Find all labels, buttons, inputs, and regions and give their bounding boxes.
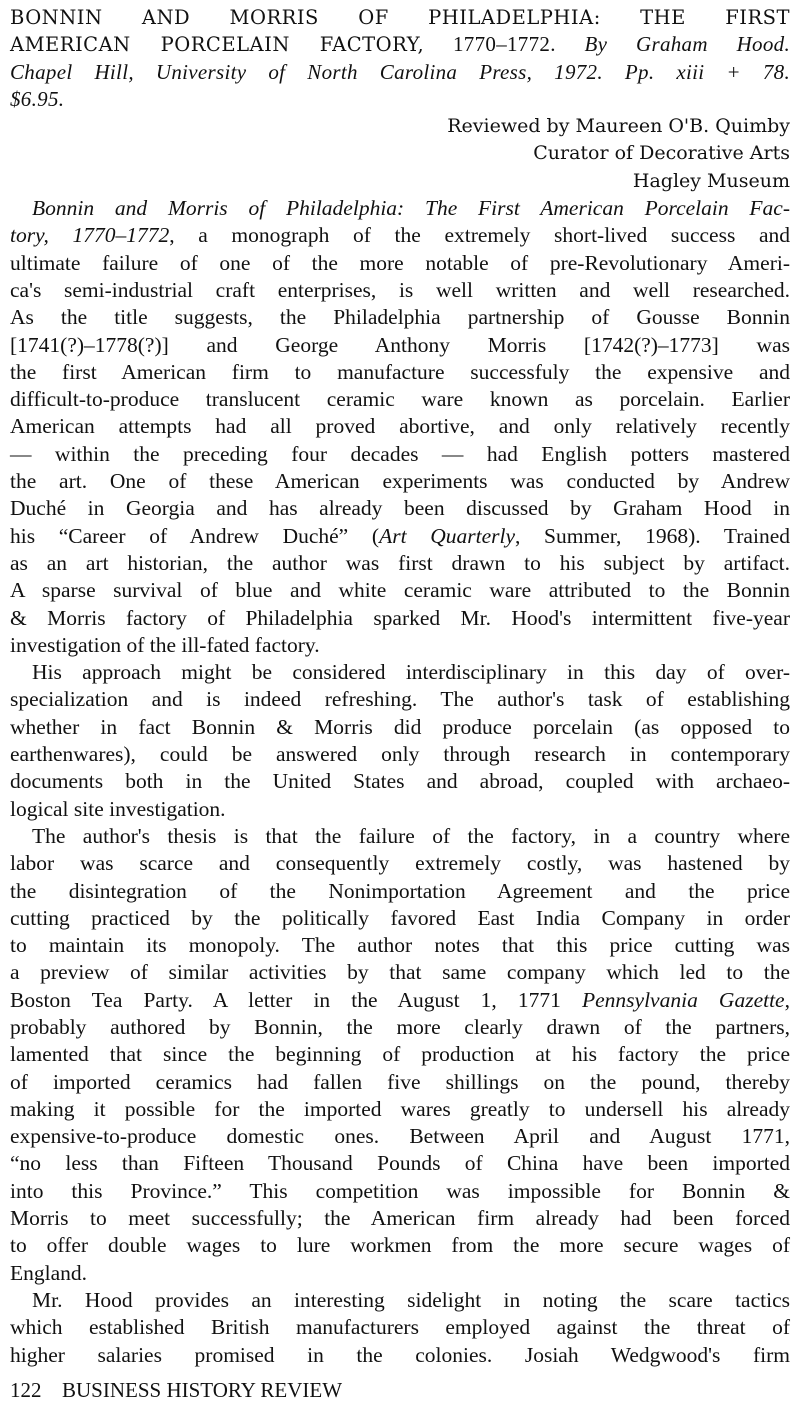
text-segment: probably authored by Bonnin, the more clearly drawn of the partners, [10, 1014, 790, 1039]
text-line [10, 441, 790, 468]
text-segment: Morris to meet successfully; the American firm already had been forced [10, 1206, 790, 1231]
text-line [10, 850, 790, 877]
text-line [10, 250, 790, 277]
text-segment: which established British manufacturers employed against the threat of [10, 1315, 790, 1340]
italic-text: Bonnin and Morris of Philadelphia: The First American Porcelain Fac- [32, 196, 790, 221]
text-segment: Mr. Hood provides an interesting sidelight in noting the scare tactics [32, 1287, 790, 1312]
text-segment: to offer double wages to lure workmen from the more secure wages of [10, 1233, 790, 1258]
text-line [10, 386, 790, 413]
text-line [10, 495, 790, 522]
text-segment: The author's thesis is that the failure of the factory, in a country where [32, 823, 790, 848]
text-segment: expensive-to-produce domestic ones. Between April and August 1771, [10, 1124, 790, 1149]
text-segment: [1741(?)–1778(?)] and George Anthony Morris [1742(?)–1773] was [10, 332, 790, 357]
text-line [10, 277, 790, 304]
text-segment: lamented that since the beginning of production at his factory the price [10, 1042, 790, 1067]
text-line [10, 632, 790, 659]
text-segment: England. [10, 1260, 88, 1285]
text-line [10, 1205, 790, 1232]
text-line [10, 222, 790, 249]
text-line [10, 768, 790, 795]
title-line [10, 59, 790, 86]
text-line [10, 1260, 790, 1287]
text-segment: & Morris factory of Philadelphia sparked Mr. Hood's intermittent five-year [10, 605, 790, 630]
text-line [10, 741, 790, 768]
paragraph [10, 659, 790, 823]
text-segment: a preview of similar activities by that same company which led to the [10, 960, 790, 985]
text-segment: American attempts had all proved abortive, and only relatively recently [10, 414, 790, 439]
text-segment: labor was scarce and consequently extremely costly, was hastened by [10, 851, 790, 876]
text-segment: logical site investigation. [10, 796, 226, 821]
text-line [10, 823, 790, 850]
review-body [10, 195, 790, 1369]
text-line [10, 1342, 790, 1369]
text-line [10, 796, 790, 823]
text-segment: the first American firm to manufacture successfuly the expensive and [10, 359, 790, 384]
text-segment: to maintain its monopoly. The author notes that this price cutting was [10, 933, 790, 958]
paragraph [10, 823, 790, 1287]
text-segment: Duché in Georgia and has already been discussed by Graham Hood in [10, 496, 790, 521]
text-segment: difficult-to-produce translucent ceramic ware known as porcelain. Earlier [10, 387, 790, 412]
text-line [10, 1096, 790, 1123]
text-segment: making it possible for the imported wares greatly to undersell his already [10, 1096, 790, 1121]
italic-text: $6.95. [10, 86, 65, 111]
text-line [10, 1314, 790, 1341]
title-line [10, 86, 790, 113]
title-line [10, 31, 790, 58]
text-segment: “no less than Fifteen Thousand Pounds of China have been imported [10, 1151, 790, 1176]
text-segment: , Summer, 1968). Trained [515, 523, 790, 548]
text-segment: ultimate failure of one of the more notable of pre-Revolutionary Ameri- [10, 250, 790, 275]
text-line [10, 1232, 790, 1259]
text-line [10, 686, 790, 713]
text-line [10, 905, 790, 932]
reviewer-position: Curator of Decorative Arts [533, 142, 790, 165]
text-line [10, 1069, 790, 1096]
text-line [10, 714, 790, 741]
text-line [10, 523, 790, 550]
text-line [10, 878, 790, 905]
text-segment: Boston Tea Party. A letter in the August 1, 1771 [10, 987, 582, 1012]
text-segment: , [784, 987, 790, 1012]
text-segment: specialization and is indeed refreshing. The author's task of establishing [10, 687, 790, 712]
text-segment: the art. One of these American experiments was conducted by Andrew [10, 469, 790, 494]
text-segment: investigation of the ill-fated factory. [10, 632, 320, 657]
page-number: 122 [10, 1377, 42, 1402]
text-line [10, 987, 790, 1014]
text-segment: earthenwares), could be answered only through research in contemporary [10, 742, 790, 767]
text-segment: cutting practiced by the politically favored East India Company in order [10, 905, 790, 930]
text-segment: — within the preceding four decades — had English potters mastered [10, 441, 790, 466]
text-segment: 1770–1772. [424, 32, 585, 57]
text-segment: of imported ceramics had fallen five shillings on the pound, thereby [10, 1069, 790, 1094]
title-line [10, 4, 790, 31]
text-line [10, 577, 790, 604]
text-segment: as an art historian, the author was first drawn to his subject by artifact. [10, 550, 790, 575]
text-segment: A sparse survival of blue and white ceramic ware attributed to the Bonnin [10, 578, 790, 603]
text-line [10, 413, 790, 440]
reviewer-block [10, 113, 790, 195]
paragraph [10, 1287, 790, 1369]
italic-text: Pennsylvania Gazette [582, 987, 785, 1012]
text-line [10, 959, 790, 986]
text-segment: into this Province.” This competition was impossible for Bonnin & [10, 1178, 790, 1203]
text-segment: the disintegration of the Nonimportation Agreement and the price [10, 878, 790, 903]
text-segment: ca's semi-industrial craft enterprises, is well written and well researched. [10, 277, 790, 302]
text-line [10, 359, 790, 386]
text-segment: His approach might be considered interdisciplinary in this day of over- [32, 660, 790, 685]
text-line [10, 1150, 790, 1177]
italic-text: Chapel Hill, University of North Carolina Press, 1972. Pp. xiii + 78. [10, 59, 790, 84]
text-segment: whether in fact Bonnin & Morris did produce porcelain (as opposed to [10, 714, 790, 739]
italic-text: By Graham Hood. [584, 32, 790, 57]
text-line [10, 550, 790, 577]
text-line [10, 1287, 790, 1314]
text-line [10, 1041, 790, 1068]
text-line [10, 1178, 790, 1205]
text-line [10, 932, 790, 959]
text-line [10, 659, 790, 686]
paragraph [10, 195, 790, 659]
reviewer-institution: Hagley Museum [632, 169, 790, 192]
page-footer [10, 1375, 790, 1405]
journal-name: BUSINESS HISTORY REVIEW [62, 1377, 343, 1402]
text-line [10, 605, 790, 632]
text-segment: AMERICAN PORCELAIN FACTORY, [10, 33, 425, 57]
text-segment: As the title suggests, the Philadelphia partnership of Gousse Bonnin [10, 305, 790, 330]
text-line [10, 332, 790, 359]
text-line [10, 195, 790, 222]
italic-text: Art Quarterly [379, 523, 515, 548]
text-line [10, 1123, 790, 1150]
text-line [10, 304, 790, 331]
review-title [10, 4, 790, 113]
text-line [10, 1014, 790, 1041]
text-segment: higher salaries promised in the colonies. Josiah Wedgwood's firm [10, 1342, 790, 1367]
text-segment: documents both in the United States and abroad, coupled with archaeo- [10, 769, 790, 794]
text-segment: BONNIN AND MORRIS OF PHILADELPHIA: THE FIRST [10, 6, 790, 29]
reviewer-name: Reviewed by Maureen O'B. Quimby [447, 115, 790, 138]
text-segment: , a monograph of the extremely short-lived success and [169, 223, 790, 248]
text-segment: his “Career of Andrew Duché” ( [10, 523, 380, 548]
text-line [10, 468, 790, 495]
italic-text: tory, 1770–1772 [10, 223, 170, 248]
